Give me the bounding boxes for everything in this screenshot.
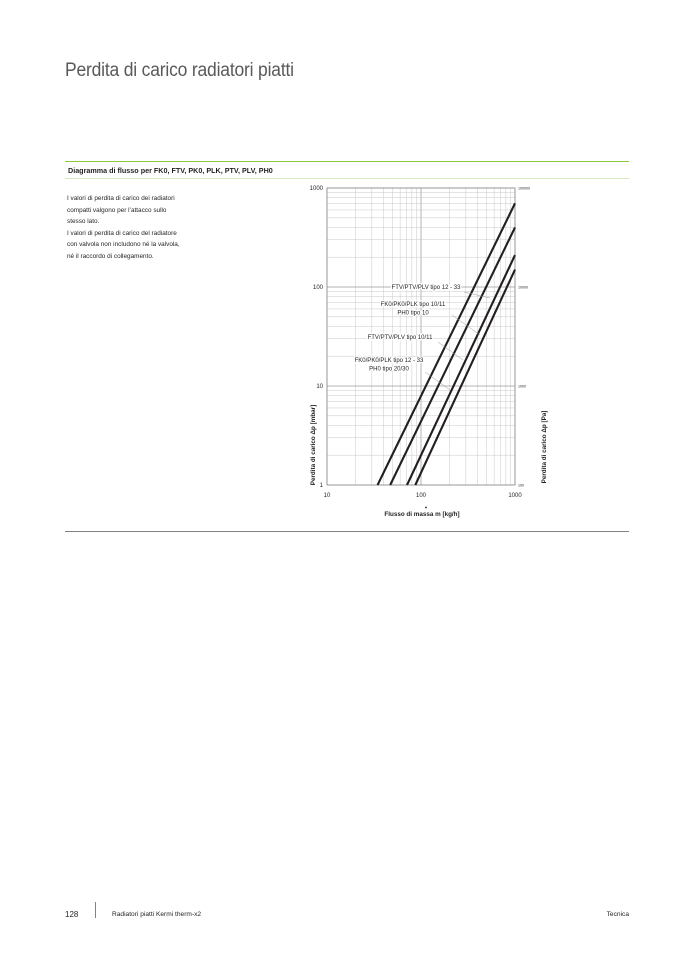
- footer-separator: [95, 902, 96, 918]
- description-line: I valori di perdita di carico del radiatore: [67, 229, 177, 237]
- curve-label: FTV/PTV/PLV tipo 10/11: [367, 335, 433, 341]
- section-heading: Diagramma di flusso per FK0, FTV, PK0, PLK, PTV, PLV, PH0: [68, 166, 273, 175]
- description-line: con valvola non includono né la valvola,: [67, 241, 180, 249]
- y-tick-label-right: 1000: [518, 384, 526, 389]
- footer-page-number: 128: [65, 910, 79, 919]
- x-axis-label-unit: [kg/h]: [440, 511, 460, 518]
- curve-label: FK0/PK0/PLK tipo 10/11: [380, 302, 446, 308]
- y-tick-label-right: 10000: [518, 285, 528, 290]
- curve-label: PH0 tipo 10: [397, 310, 429, 317]
- curve-label-leader: [464, 292, 490, 298]
- y-axis-label-left: Perdita di carico Δp [mbar]: [310, 404, 317, 486]
- curve-label: PH0 tipo 20/30: [369, 366, 409, 373]
- curve-label: FTV/PTV/PLV tipo 12 - 33: [391, 285, 461, 291]
- description-line: stesso lato.: [67, 218, 100, 226]
- mass-flow-dot-icon: [425, 507, 427, 509]
- footer-section-name: Tecnica: [606, 911, 629, 918]
- footer-document-title: Radiatori piatti Kermi therm-x2: [112, 911, 202, 918]
- section-divider-bottom: [65, 531, 629, 532]
- x-tick-label: 10: [323, 493, 331, 499]
- curve-label: FK0/PK0/PLK tipo 12 - 33: [354, 358, 424, 364]
- y-axis-label-right: Perdita di carico Δp [Pa]: [541, 410, 548, 484]
- x-tick-label: 100: [415, 493, 427, 499]
- y-tick-label-right: 100: [518, 483, 524, 488]
- y-tick-label-left: 1: [319, 483, 323, 490]
- x-axis-label-symbol: m: [435, 511, 441, 518]
- y-tick-label-right: 100000: [518, 186, 530, 191]
- description-line: né il raccordo di collegamento.: [67, 252, 154, 260]
- description-line: I valori di perdita di carico dei radiatori: [67, 195, 175, 202]
- x-axis-label: Flusso di massa m [kg/h]: [384, 511, 460, 518]
- description-line: compatti valgono per l’attacco sullo: [67, 206, 167, 214]
- x-tick-label: 1000: [508, 493, 522, 499]
- y-tick-label-left: 1000: [309, 186, 323, 193]
- y-tick-label-left: 10: [316, 384, 323, 391]
- page-title: Perdita di carico radiatori piatti: [65, 60, 294, 81]
- y-tick-label-left: 100: [312, 285, 323, 292]
